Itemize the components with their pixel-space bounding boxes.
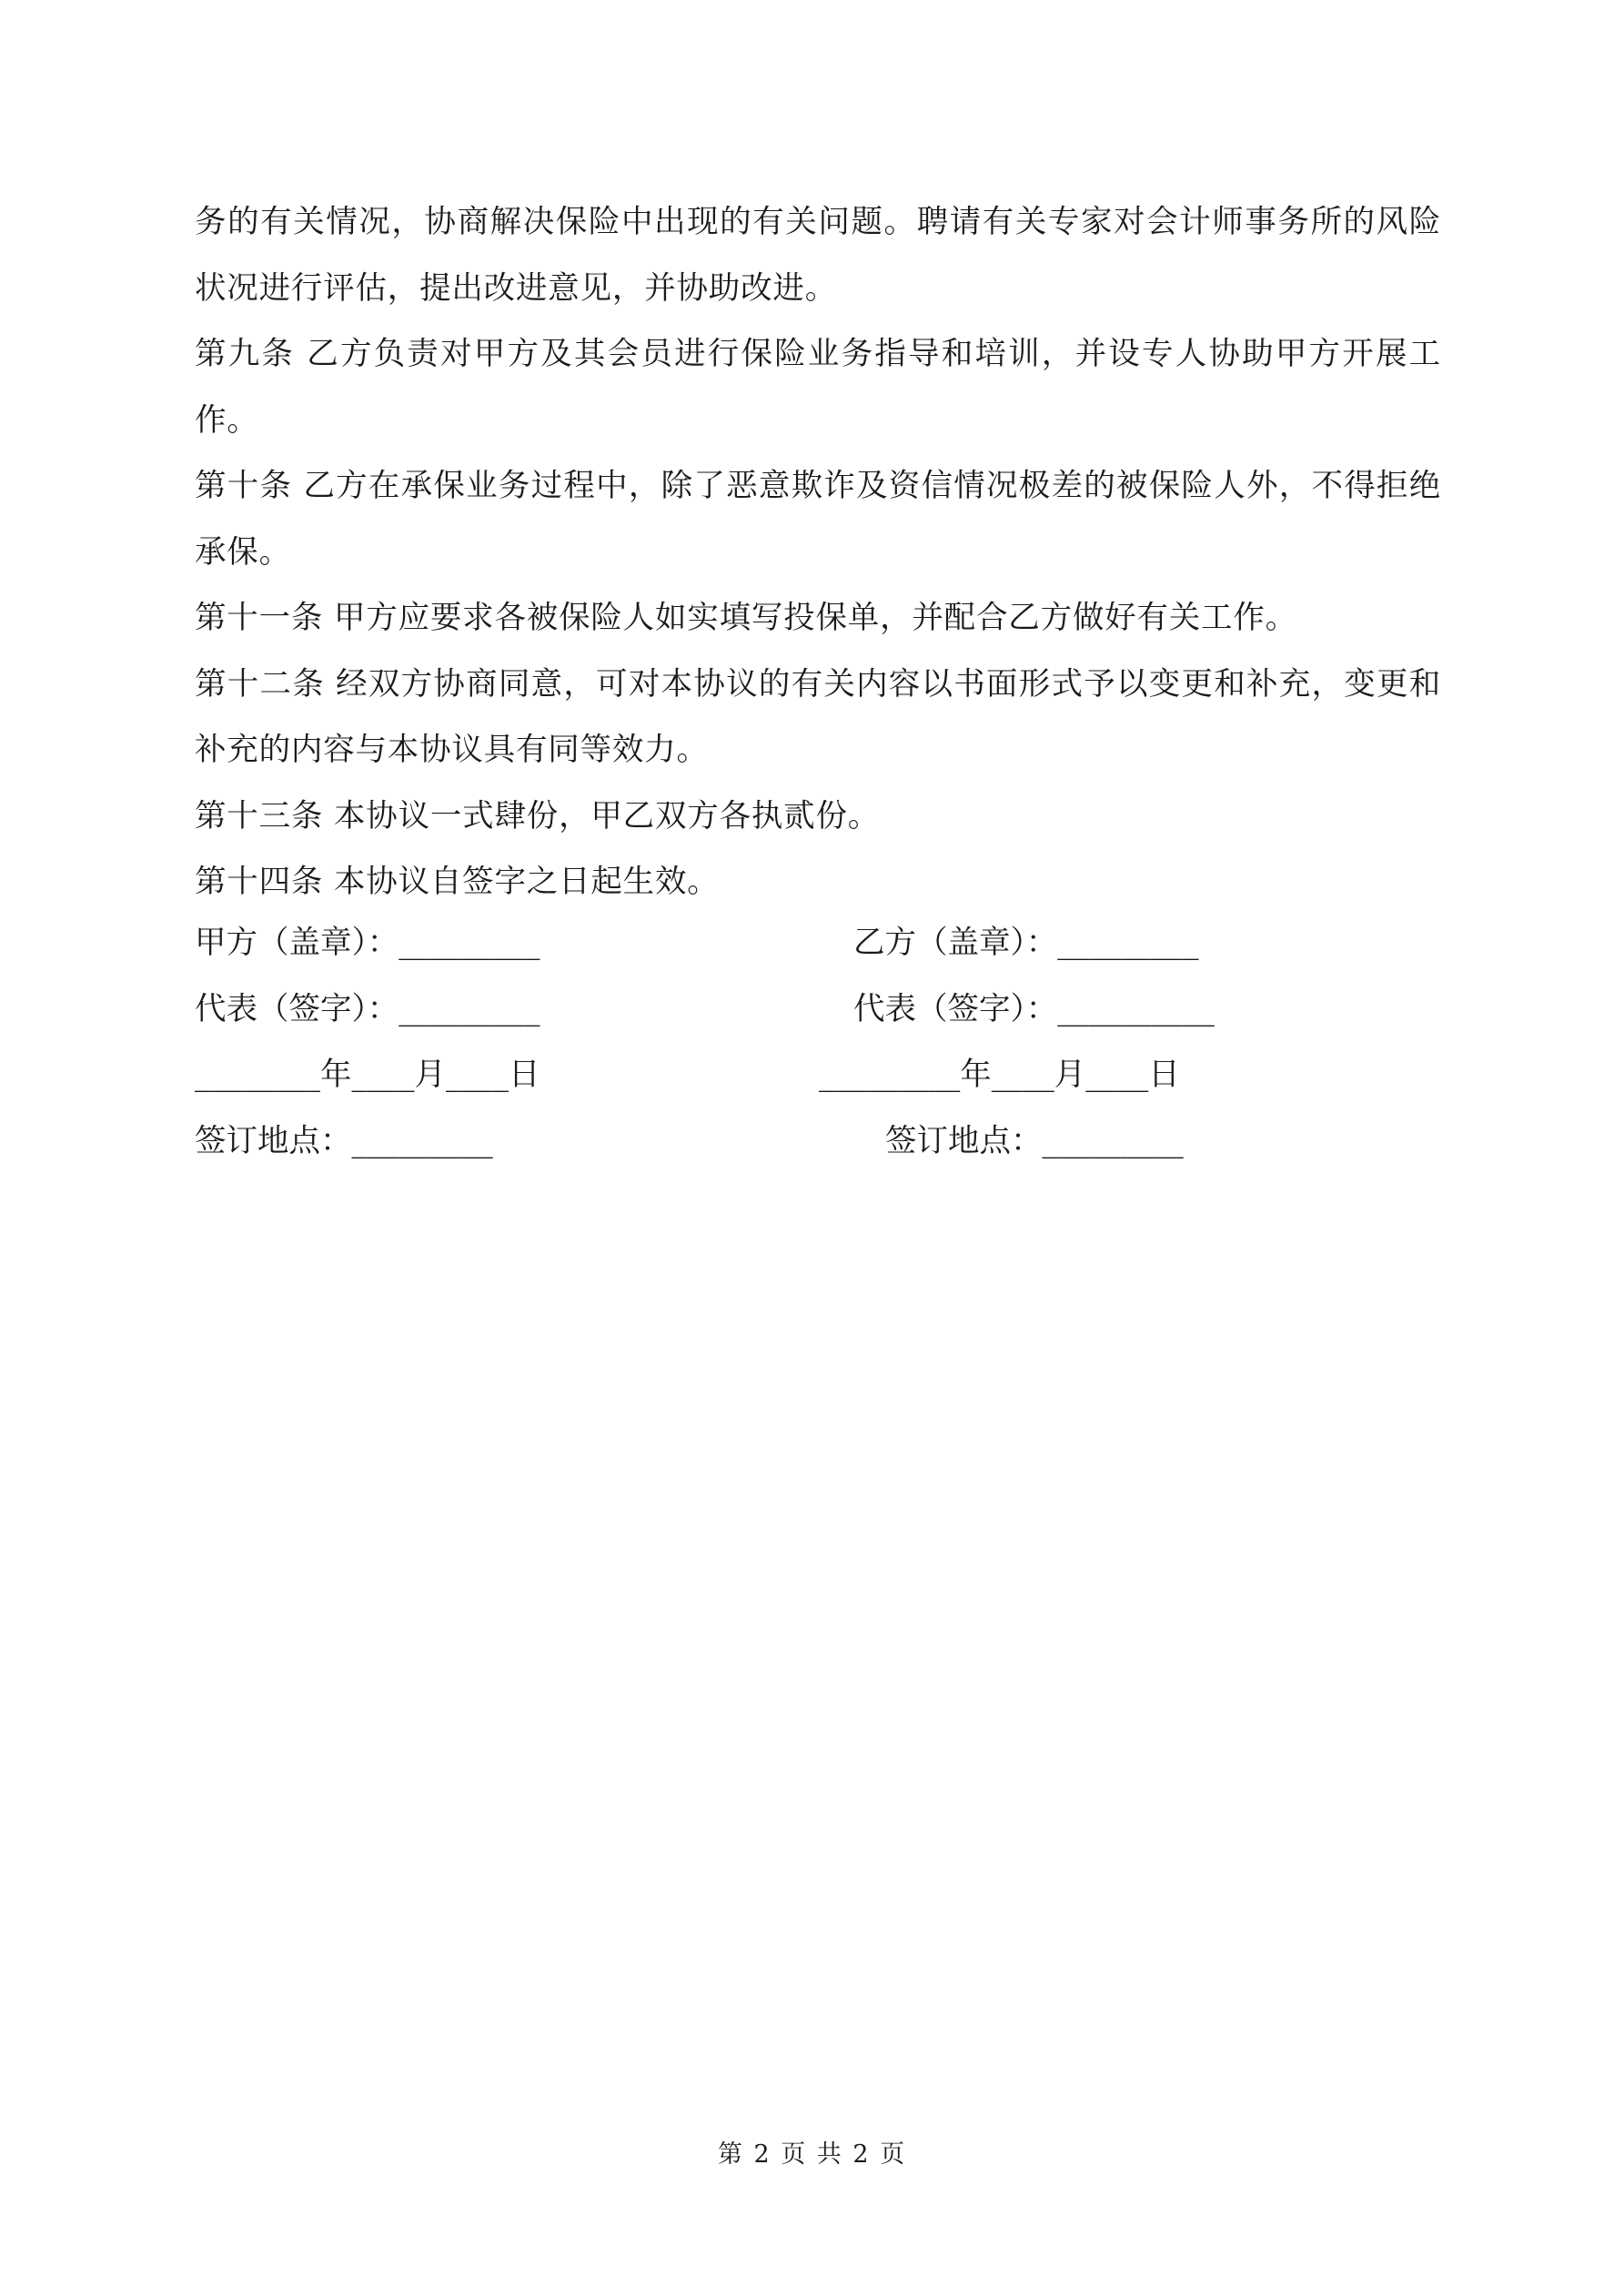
party-a-representative-field: 代表（签字）：_________ [195, 990, 540, 1027]
party-b-representative-field: 代表（签字）：__________ [853, 990, 1215, 1027]
article-10: 第十条 乙方在承保业务过程中，除了恶意欺诈及资信情况极差的被保险人外，不得拒绝承保。 [195, 468, 1441, 571]
seal-row [195, 910, 1441, 976]
article-13: 第十三条 本协议一式肆份，甲乙双方各执贰份。 [195, 797, 881, 834]
place-row [195, 1108, 1441, 1175]
date-row [195, 1042, 1441, 1108]
agreement-body [195, 189, 1441, 915]
party-a-place-field: 签订地点：_________ [195, 1122, 493, 1159]
party-a-date-field: ________年____月____日 [195, 1057, 540, 1093]
page-number-footer: 第 2 页 共 2 页 [717, 2140, 907, 2169]
representative-row [195, 976, 1441, 1043]
article-14: 第十四条 本协议自签字之日起生效。 [195, 864, 720, 900]
paragraph-continuation: 务的有关情况，协商解决保险中出现的有关问题。聘请有关专家对会计师事务所的风险状况进行评估，提出改进意见，并协助改进。 [195, 204, 1441, 307]
party-b-seal-field: 乙方（盖章）：_________ [853, 925, 1199, 961]
party-b-date-field: _________年____月____日 [819, 1057, 1180, 1093]
article-11: 第十一条 甲方应要求各被保险人如实填写投保单，并配合乙方做好有关工作。 [195, 600, 1297, 636]
article-12: 第十二条 经双方协商同意，可对本协议的有关内容以书面形式予以变更和补充，变更和补充的内容与本协议具有同等效力。 [195, 665, 1441, 768]
article-9: 第九条 乙方负责对甲方及其会员进行保险业务指导和培训，并设专人协助甲方开展工作。 [195, 336, 1441, 439]
party-b-place-field: 签订地点：_________ [885, 1122, 1184, 1159]
signature-block [195, 910, 1441, 1174]
party-a-seal-field: 甲方（盖章）：_________ [195, 925, 540, 961]
